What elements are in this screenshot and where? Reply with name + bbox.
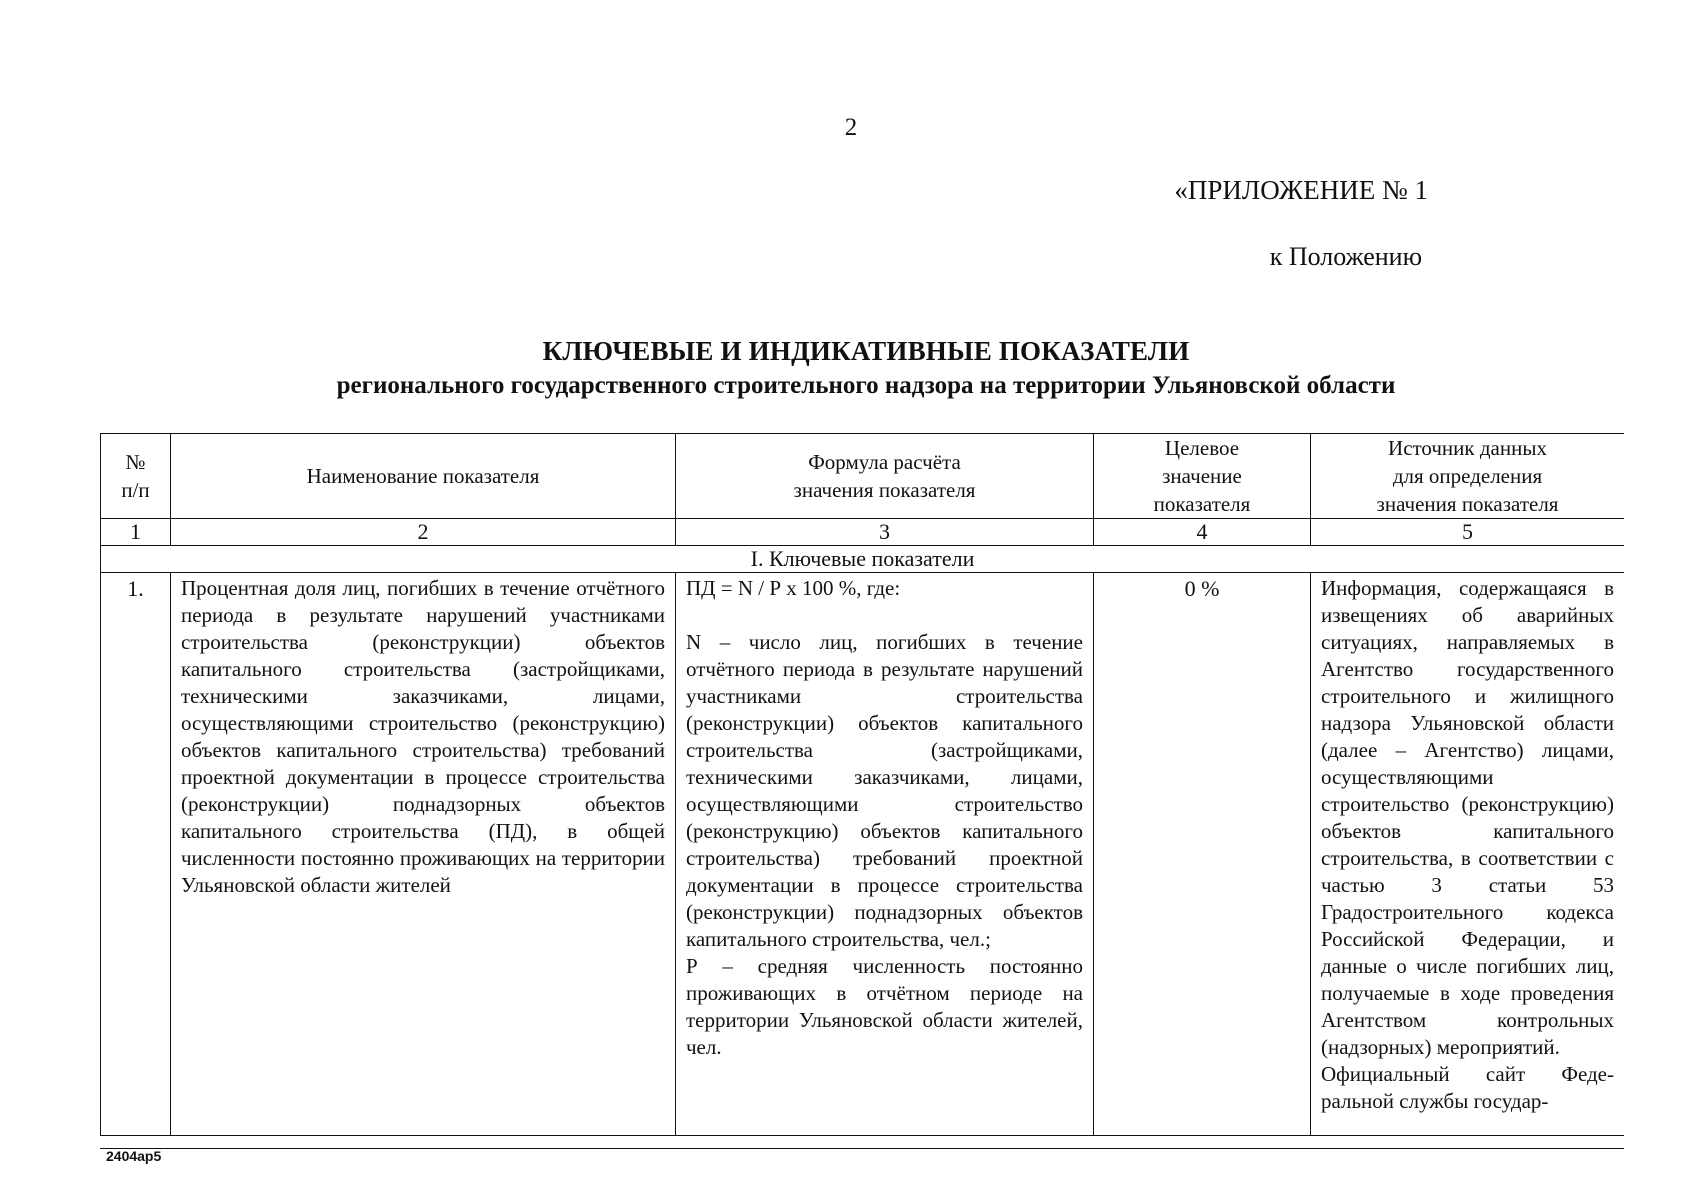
header-number: № п/п xyxy=(101,434,171,519)
document-title: КЛЮЧЕВЫЕ И ИНДИКАТИВНЫЕ ПОКАЗАТЕЛИ xyxy=(542,336,1190,366)
column-number: 1 xyxy=(101,519,171,546)
column-numbers-row xyxy=(101,519,1625,546)
to-regulation-label: к Положению xyxy=(1269,242,1422,271)
formula-cell xyxy=(676,573,1094,1136)
data-source-text: Информация, содержащаяся в извещениях об аварийных ситуациях, направляемых в Агентство государственного строительного и жилищного надзора Ульяновской области (далее – Агентство) лицами, осуществляющими строительство (реконструкцию) объектов капитального строительства, в соответствии с частью 3 статьи 53 Градостроительного кодекса Российской Федерации, и данные о числе погибших лиц, получаемые в ходе проведения Агентством контрольных (надзорных) мероприятий. xyxy=(1321,576,1614,1059)
column-number: 4 xyxy=(1094,519,1311,546)
data-source-website: Официальный сайт Федеральной службы государ- xyxy=(1321,1062,1614,1113)
column-number: 3 xyxy=(676,519,1094,546)
row-number: 1. xyxy=(101,573,171,1136)
formula-expression: ПД = N / Р х 100 %, где: xyxy=(686,576,901,600)
table-row xyxy=(101,573,1625,1136)
formula-n-definition: N – число лиц, погибших в течение отчётного периода в результате нарушений участниками строительства (реконструкции) объектов капитального строительства (застройщиками, техническими заказчиками, лицами, осуществляющими строительство (реконструкцию) объектов капитального строительства) требований проектной документации в процессе строительства (реконструкции) поднадзорных объектов капитального строительства, чел.; xyxy=(686,630,1083,951)
appendix-label: «ПРИЛОЖЕНИЕ № 1 xyxy=(1174,175,1428,205)
header-formula: Формула расчёта значения показателя xyxy=(676,434,1094,519)
data-source-cell xyxy=(1311,573,1625,1136)
document-code: 2404ap5 xyxy=(106,1148,162,1164)
indicators-table xyxy=(100,433,1624,1136)
table-header-row xyxy=(101,434,1625,519)
section-row xyxy=(101,546,1625,573)
header-data-source: Источник данных для определения значения показателя xyxy=(1311,434,1625,519)
target-value: 0 % xyxy=(1094,573,1311,1136)
page-number: 2 xyxy=(844,114,858,141)
header-target-value: Целевое значение показателя xyxy=(1094,434,1311,519)
formula-p-definition: Р – средняя численность постоянно проживающих в отчётном периоде на территории Ульяновской области жителей, чел. xyxy=(686,954,1083,1059)
document-subtitle: регионального государственного строительного надзора на территории Ульяновской области xyxy=(336,372,1396,399)
column-number: 2 xyxy=(171,519,676,546)
column-number: 5 xyxy=(1311,519,1625,546)
indicator-name: Процентная доля лиц, погибших в течение отчётного периода в результате нарушений участниками строительства (реконструкции) объектов капитального строительства (застройщиками, техническими заказчиками, лицами, осуществляющими строительство (реконструкцию) объектов капитального строительства) требований проектной документации в процессе строительства (реконструкции) поднадзорных объектов капитального строительства (ПД), в общей численности постоянно проживающих на территории Ульяновской области жителей xyxy=(171,573,676,1136)
section-title: I. Ключевые показатели xyxy=(101,546,1625,573)
indicators-table-container xyxy=(100,433,1624,1149)
header-indicator-name: Наименование показателя xyxy=(171,434,676,519)
